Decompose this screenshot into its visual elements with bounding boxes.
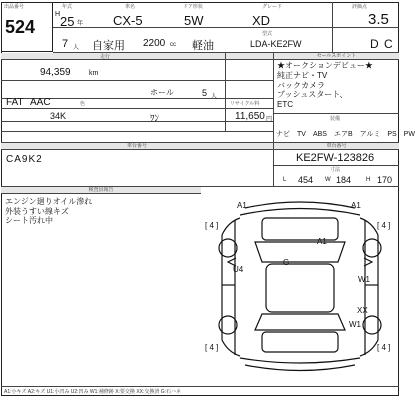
transmission: FAT xyxy=(6,97,24,108)
name-label: 車名 xyxy=(125,4,136,10)
bracket-left-bottom: [ 4 ] xyxy=(205,343,219,352)
dims-height: 170 xyxy=(377,175,393,185)
equip-label: 装備 xyxy=(330,116,341,122)
capacity-unit: 人 xyxy=(211,94,218,100)
use-value: 自家用 xyxy=(92,40,125,52)
bracket-right-bottom: [ 4 ] xyxy=(377,343,391,352)
chassis-head: 車台番号 xyxy=(1,143,273,150)
exterior-grade: C xyxy=(384,37,393,51)
model-name: CX-5 xyxy=(113,13,143,28)
recycle-label: リサイクル料 xyxy=(230,101,260,107)
damage-code-a1-front-left: A1 xyxy=(237,201,247,210)
inspector-notes: エンジン廻りオイル滲れ 外装うすい線キズ シート汚れ中 xyxy=(5,197,93,225)
damage-code-a1-hood: A1 xyxy=(317,237,327,246)
equipment-list: ナビ TV ABS エアB アルミ PS PW xyxy=(276,131,415,138)
bracket-left-top: [ 4 ] xyxy=(205,221,219,230)
color-code2: ﾜﾝ xyxy=(150,113,160,123)
grade-label: グレード xyxy=(262,4,283,10)
mileage-label: 走行 xyxy=(100,54,111,60)
displacement: 2200 xyxy=(143,38,166,49)
fuel-value: 軽油 xyxy=(192,40,214,52)
damage-code-xx: XX xyxy=(357,306,368,315)
mileage-value: 94,359 xyxy=(40,67,71,78)
bracket-right-top: [ 4 ] xyxy=(377,221,391,230)
seats-value: 7 xyxy=(62,38,69,50)
sales-point-head: セールスポイント xyxy=(274,53,399,60)
color-label: 色 xyxy=(80,101,86,107)
car-diagram xyxy=(200,190,399,380)
dims-label: 寸法 xyxy=(330,167,341,173)
color-value: ホール xyxy=(150,88,174,97)
damage-code-w1-lower: W1 xyxy=(349,320,361,329)
mileage-unit: km xyxy=(89,70,99,77)
era-mark: H xyxy=(55,11,61,18)
damage-code-u4: U4 xyxy=(233,265,244,274)
interior-grade: D xyxy=(370,37,379,51)
grade-value: XD xyxy=(252,13,271,28)
seats-unit: 人 xyxy=(73,45,80,51)
door-value: 5W xyxy=(184,13,204,28)
year-label: 年式 xyxy=(62,4,73,10)
year-value: 25 xyxy=(60,14,75,29)
year-unit: 年 xyxy=(77,21,84,27)
aircon: AAC xyxy=(30,97,51,108)
score-label: 評価点 xyxy=(352,4,368,10)
overall-grade: 3.5 xyxy=(368,11,389,28)
recycle-unit: 円 xyxy=(266,117,273,123)
damage-code-a1-front-right: A1 xyxy=(351,201,361,210)
frame-number: KE2FW-123826 xyxy=(296,152,375,164)
inspector-head: 検査員報告 xyxy=(1,187,201,194)
damage-code-g: G xyxy=(283,258,290,267)
dims-length: 454 xyxy=(298,175,314,185)
lot-label: 出品番号 xyxy=(4,4,25,10)
displacement-unit: cc xyxy=(170,42,176,48)
model-type: LDA-KE2FW xyxy=(250,39,302,49)
model-label: 型式 xyxy=(262,31,273,37)
recycle-fee: 11,650 xyxy=(235,111,265,122)
door-label: ドア形状 xyxy=(183,4,203,10)
footer-legend: A1:小キズ A2:キズ U1:小凹み U2:凹み W1:補修跡 X:要交換 XX:交換済 G:石ハネ xyxy=(4,389,182,395)
capacity-value: 5 xyxy=(202,88,208,98)
features-text: ★オークションデビュー★ 純正ナビ・TV バックカメラ プッシュスタート、 ETC xyxy=(277,61,373,110)
lot-number: 524 xyxy=(5,17,36,37)
chassis-prefix: CA9K2 xyxy=(6,154,43,165)
damage-code-w1-upper: W1 xyxy=(358,275,370,284)
frame-head: 車台番号 xyxy=(274,143,399,150)
color-code: 34K xyxy=(50,111,67,121)
dims-width: 184 xyxy=(336,175,352,185)
